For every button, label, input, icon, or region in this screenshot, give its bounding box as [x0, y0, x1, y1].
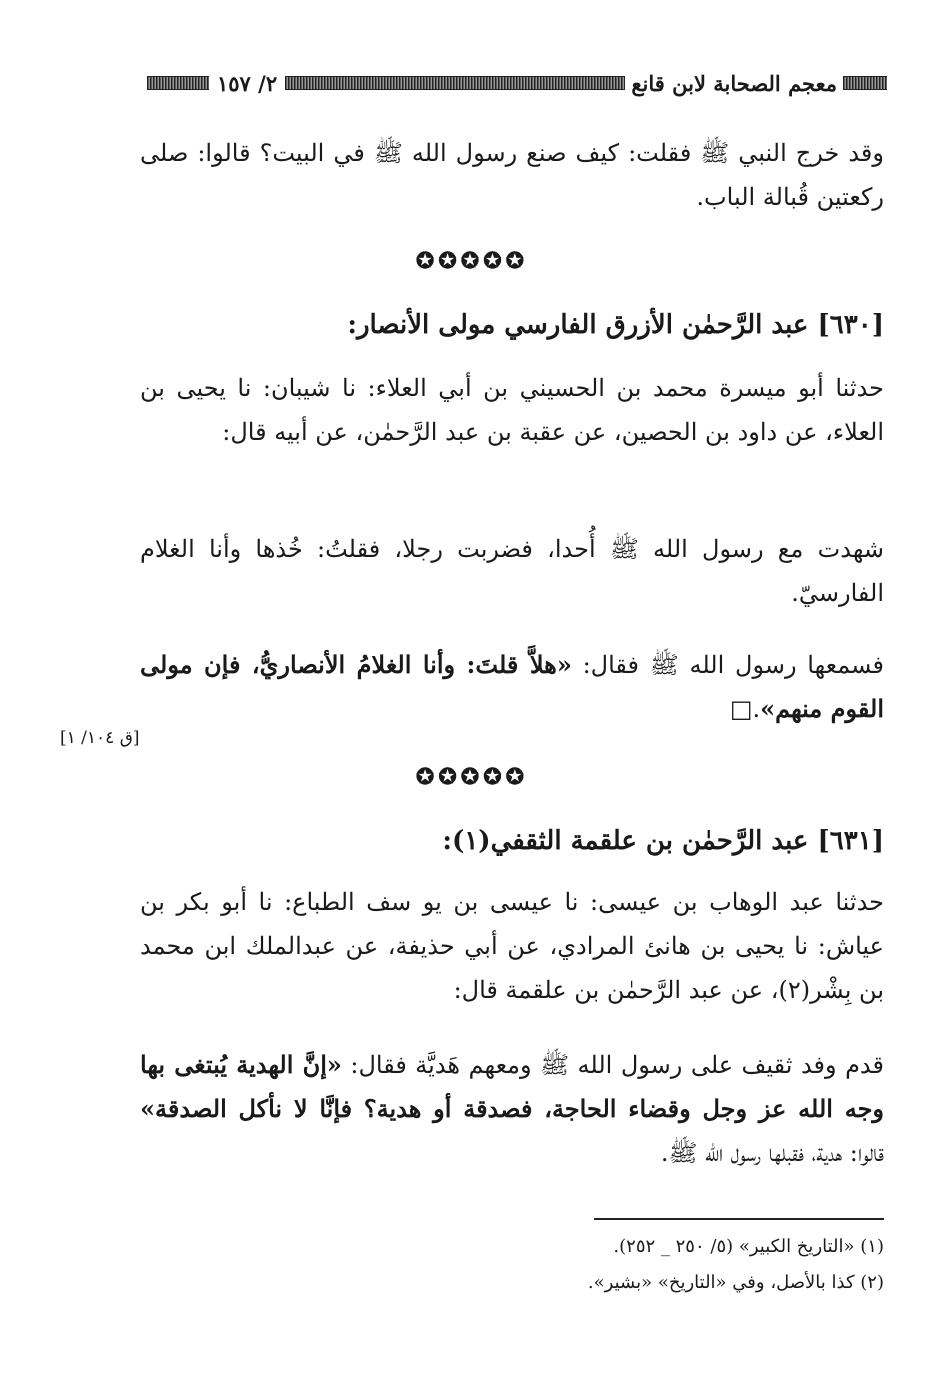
paragraph-2: حدثنا أبو ميسرة محمد بن الحسيني بن أبي العلاء: نا شيبان: نا يحيى بن العلاء، عن داود بن الحصين، عن عقبة بن عبد الرَّحمٰن، عن أبيه قال:	[140, 374, 884, 446]
footnote-2: (٢) كذا بالأصل، وفي «التاريخ» «بشير».	[587, 1272, 884, 1293]
header-title: معجم الصحابة لابن قانع	[631, 70, 837, 96]
paragraph-1: وقد خرج النبي ﷺ فقلت: كيف صنع رسول الله ﷺ في البيت؟ قالوا: صلى ركعتين قُبالة الباب.	[140, 139, 884, 211]
header-bar-left	[147, 76, 209, 90]
footnote-rule	[594, 1218, 884, 1220]
entry-heading-630: [٦٣٠] عبد الرَّحمٰن الأزرق الفارسي مولى الأنصار:	[347, 310, 884, 340]
header-bar-right	[843, 76, 887, 90]
paragraph-4	[140, 643, 884, 731]
paragraph-6-end: قالوا: هدية، فقبلها رسول الله ﷺ.	[660, 1139, 884, 1167]
paragraph-6-text: قدم وفد ثقيف على رسول الله ﷺ ومعهم هَديَّة فقال:	[341, 1051, 884, 1079]
entry-heading-631: [٦٣١] عبد الرَّحمٰن بن علقمة الثقفي(١):	[442, 826, 884, 856]
running-header	[147, 66, 887, 100]
paragraph-4-text: فسمعها رسول الله ﷺ فقال:	[571, 651, 885, 679]
paragraph-3: شهدت مع رسول الله ﷺ أُحدا، فضربت رجلا، فقلتُ: خُذها وأنا الغلام الفارسيّ.	[140, 535, 884, 607]
paragraph-5: حدثنا عبد الوهاب بن عيسى: نا عيسى بن يو سف الطباع: نا أبو بكر بن عياش: نا يحيى بن هانئ المرادي، عن أبي حذيفة، عن عبدالملك ابن محمد بن بِشْر(٢)، عن عبد الرَّحمٰن بن علقمة قال:	[140, 888, 884, 1004]
footnote-1: (١) «التاريخ الكبير» (٥/ ٢٥٠ _ ٢٥٢).	[613, 1236, 884, 1257]
manuscript-folio-reference: [ق ١٠٤/ ١]	[60, 728, 140, 748]
hadith-quote-1: «هلاَّ قلتَ: وأنا الغلامُ الأنصاريُّ، فإن مولى القوم منهم»	[140, 650, 884, 723]
paragraph-4-end: .□	[729, 695, 761, 723]
section-separator-2: ✪✪✪✪✪	[415, 764, 529, 790]
hadith-quote-2: «إنَّ الهدية يُبتغى بها وجه الله عز وجل وقضاء الحاجة، فصدقة أو هدية؟ فإنَّا لا نأكل الصدقة»	[140, 1050, 884, 1123]
header-page-number: ٢/ ١٥٧	[217, 70, 278, 96]
paragraph-6	[140, 1043, 884, 1175]
section-separator-1: ✪✪✪✪✪	[415, 248, 529, 274]
header-bar-middle	[285, 76, 625, 90]
